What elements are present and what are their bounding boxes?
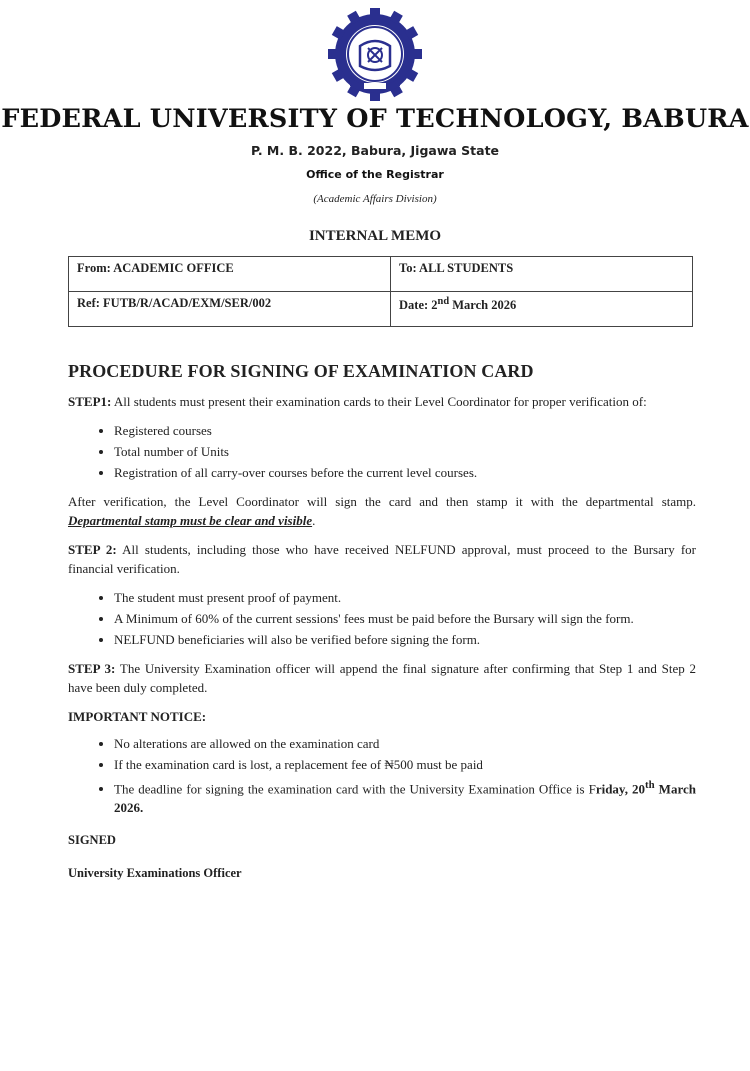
notice-heading: IMPORTANT NOTICE: bbox=[68, 709, 207, 724]
division-name: (Academic Affairs Division) bbox=[313, 193, 437, 205]
list-item: • The student must present proof of payment. bbox=[114, 588, 696, 607]
step1-paragraph bbox=[68, 392, 696, 411]
university-crest-icon bbox=[320, 8, 430, 103]
university-address: P. M. B. 2022, Babura, Jigawa State bbox=[250, 143, 500, 158]
memo-header-row bbox=[69, 257, 693, 292]
list-item: • Registration of all carry-over courses before the current level courses. bbox=[114, 463, 696, 482]
list-item bbox=[114, 776, 696, 817]
list-item: • Total number of Units bbox=[114, 442, 696, 461]
step2-list bbox=[68, 588, 696, 649]
step3-text: The University Examination officer will append the final signature after confirming that Step 1 and Step 2 have been duly completed. bbox=[68, 661, 696, 695]
memo-header-row bbox=[69, 292, 693, 327]
memo-from: From: ACADEMIC OFFICE bbox=[69, 257, 391, 292]
university-name: FEDERAL UNIVERSITY OF TECHNOLOGY, BABURA bbox=[1, 104, 749, 134]
notice-list bbox=[68, 734, 696, 817]
list-item: • No alterations are allowed on the examination card bbox=[114, 734, 696, 753]
memo-ref: Ref: FUTB/R/ACAD/EXM/SER/002 bbox=[69, 292, 391, 327]
procedure-heading: PROCEDURE FOR SIGNING OF EXAMINATION CARD bbox=[68, 361, 534, 381]
stamp-emphasis: Departmental stamp must be clear and visible bbox=[68, 513, 313, 528]
list-item: • NELFUND beneficiaries will also be verified before signing the form. bbox=[114, 630, 696, 649]
deadline-date-sup: th bbox=[645, 779, 655, 791]
verification-text: After verification, the Level Coordinator will sign the card and then stamp it with the departmental stamp. bbox=[68, 494, 696, 509]
memo-date bbox=[391, 292, 693, 327]
step1-list bbox=[68, 421, 696, 482]
deadline-date-pre: riday, 20 bbox=[595, 781, 645, 797]
verification-paragraph bbox=[68, 492, 696, 530]
memo-date-prefix: Date: 2 bbox=[399, 298, 438, 313]
memo-date-sup: nd bbox=[437, 296, 450, 307]
signatory-title: University Examinations Officer bbox=[68, 866, 242, 881]
verification-end: . bbox=[312, 513, 316, 528]
memo-header-table bbox=[68, 256, 693, 327]
signed-label: SIGNED bbox=[68, 833, 116, 848]
list-item: • If the examination card is lost, a replacement fee of ₦500 must be paid bbox=[114, 755, 696, 774]
memo-date-suffix: March 2026 bbox=[449, 298, 517, 313]
step3-paragraph bbox=[68, 659, 696, 697]
step2-paragraph bbox=[68, 540, 696, 578]
step1-text: All students must present their examination cards to their Level Coordinator for proper verification of: bbox=[111, 394, 647, 409]
step2-label: STEP 2: bbox=[68, 542, 117, 557]
list-item: • Registered courses bbox=[114, 421, 696, 440]
deadline-text: The deadline for signing the examination card with the University Examination Office is F bbox=[114, 781, 596, 797]
step2-text: All students, including those who have received NELFUND approval, must proceed to the Bursary for financial verification. bbox=[68, 542, 696, 576]
step3-label: STEP 3: bbox=[68, 661, 116, 676]
office-name: Office of the Registrar bbox=[306, 168, 444, 181]
memo-to: To: ALL STUDENTS bbox=[391, 257, 693, 292]
step1-label: STEP1: bbox=[68, 394, 112, 409]
deadline-date-post: March 2026. bbox=[114, 781, 696, 816]
list-item: • A Minimum of 60% of the current sessions' fees must be paid before the Bursary will sign the form. bbox=[114, 609, 696, 628]
memo-title: INTERNAL MEMO bbox=[308, 228, 442, 244]
memo-body bbox=[68, 358, 696, 883]
